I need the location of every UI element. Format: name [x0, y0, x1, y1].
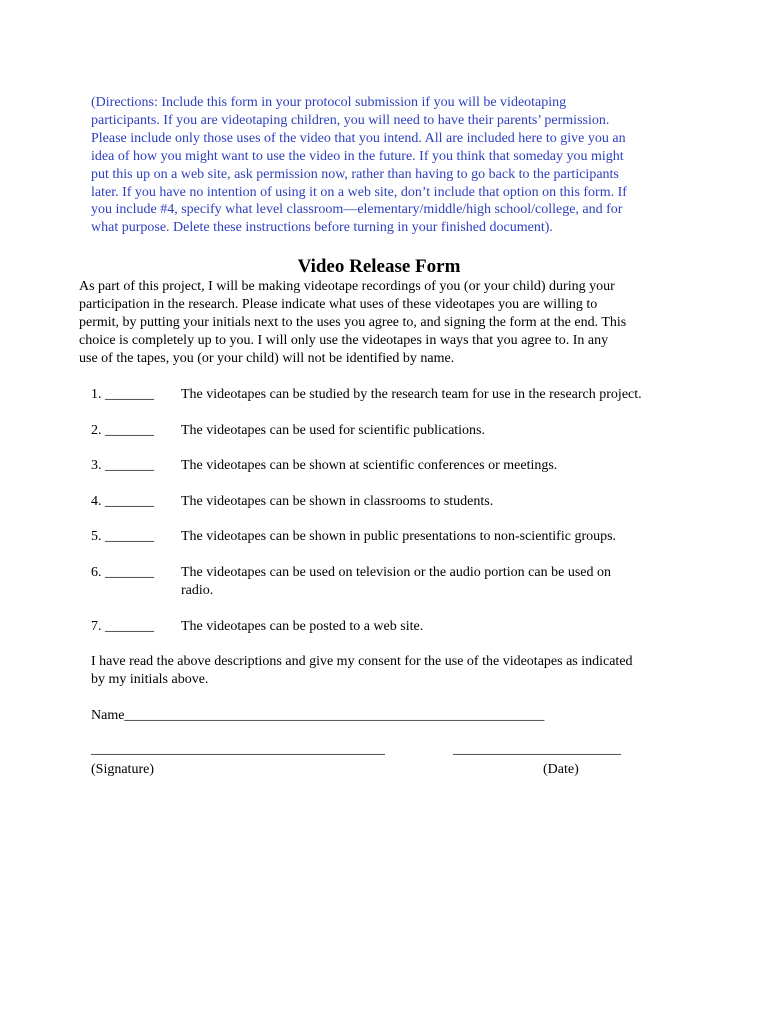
consent-option-text [181, 386, 691, 404]
consent-option-3 [91, 457, 691, 493]
consent-option-7 [91, 618, 691, 636]
initials-blank-6[interactable]: 6. _______ [91, 565, 154, 580]
date-field[interactable]: ________________________ [453, 742, 621, 757]
consent-line: I have read the above descriptions and give my consent for the use of the videotapes as indicated [91, 654, 633, 669]
page-title: Video Release Form [297, 256, 461, 277]
consent-option-line: The videotapes can be shown at scientific conferences or meetings. [181, 458, 558, 473]
consent-option-text [181, 422, 691, 440]
consent-option-text [181, 528, 691, 546]
consent-option-line: The videotapes can be shown in classrooms to students. [181, 493, 494, 509]
initials-blank-5[interactable]: 5. _______ [91, 529, 154, 544]
intro-line: use of the tapes, you (or your child) will not be identified by name. [79, 351, 455, 366]
consent-option-line: The videotapes can be used for scientific publications. [181, 422, 486, 438]
consent-option-line: The videotapes can be studied by the research team for use in the research project. [181, 387, 642, 402]
intro-line: participation in the research. Please indicate what uses of these videotapes you are willing to [79, 297, 598, 312]
directions-line: participants. If you are videotaping children, you will need to have their parents’ permission. [91, 112, 610, 128]
directions-line: what purpose. Delete these instructions before turning in your finished document). [91, 220, 553, 236]
intro-line: permit, by putting your initials next to the uses you agree to, and signing the form at the end. This [79, 315, 627, 330]
consent-option-1 [91, 386, 691, 422]
consent-line: by my initials above. [91, 672, 209, 687]
intro-paragraph [79, 278, 699, 368]
consent-option-line: The videotapes can be posted to a web site. [181, 619, 424, 634]
consent-option-6 [91, 564, 691, 618]
consent-option-text [181, 457, 691, 475]
directions-line: put this up on a web site, ask permission now, rather than having to go back to the participants [91, 166, 619, 182]
date-label: (Date) [543, 762, 579, 777]
directions-line: you include #4, specify what level classroom—elementary/middle/high school/college, and for [91, 202, 623, 218]
name-field[interactable]: Name____________________________________________________________ [91, 708, 545, 723]
consent-option-line: The videotapes can be used on television or the audio portion can be used on [181, 565, 611, 580]
consent-option-text [181, 493, 691, 511]
consent-option-line: radio. [181, 583, 214, 598]
consent-option-5 [91, 528, 691, 564]
directions-line: (Directions: Include this form in your protocol submission if you will be videotaping [91, 95, 567, 110]
directions-line: Please include only those uses of the video that you intend. All are included here to give you an [91, 130, 626, 146]
directions-line: later. If you have no intention of using it on a web site, don’t include that option on this form. If [91, 184, 627, 200]
intro-line: choice is completely up to you. I will only use the videotapes in ways that you agree to. In any [79, 333, 609, 348]
consent-option-line: The videotapes can be shown in public presentations to non-scientific groups. [181, 529, 617, 544]
initials-blank-4[interactable]: 4. _______ [91, 493, 154, 509]
consent-option-text [181, 564, 691, 600]
consent-option-4 [91, 493, 691, 529]
consent-options-list [91, 386, 691, 636]
initials-blank-1[interactable]: 1. _______ [91, 387, 154, 402]
signature-field[interactable]: __________________________________________ [91, 742, 385, 757]
initials-blank-2[interactable]: 2. _______ [91, 422, 154, 438]
signature-label: (Signature) [91, 762, 154, 777]
intro-line: As part of this project, I will be making videotape recordings of you (or your child) during your [79, 279, 615, 294]
directions-paragraph [91, 94, 687, 237]
consent-option-2 [91, 422, 691, 458]
consent-statement [91, 653, 691, 689]
initials-blank-7[interactable]: 7. _______ [91, 619, 154, 634]
consent-option-text [181, 618, 691, 636]
directions-line: idea of how you might want to use the video in the future. If you think that someday you might [91, 148, 624, 164]
initials-blank-3[interactable]: 3. _______ [91, 458, 154, 473]
